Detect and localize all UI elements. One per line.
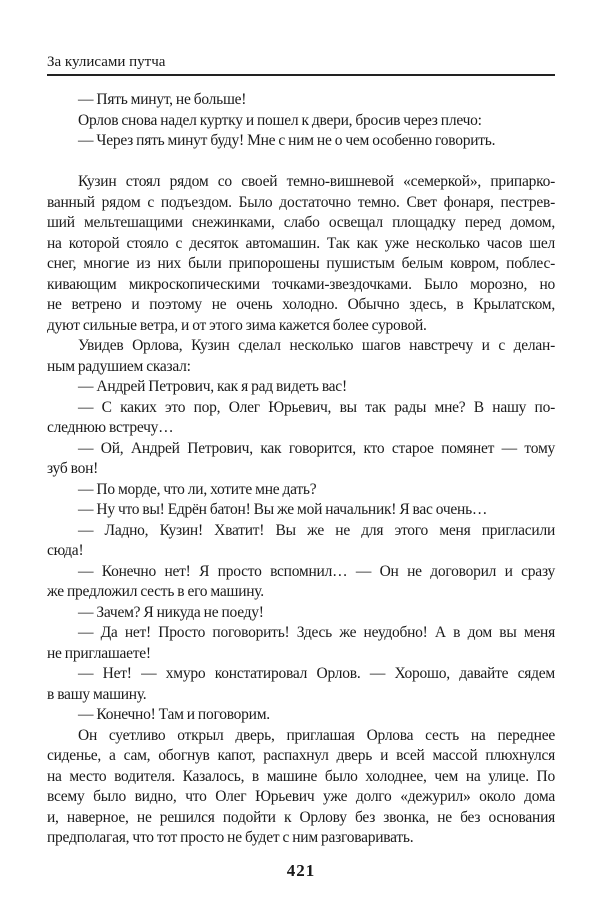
text-line: ший мельтешащими снежинками, слабо освещал площадку перед домом, xyxy=(47,214,555,231)
text-line: кивающим микроскопическими точками-звездочками. Было морозно, но xyxy=(47,275,555,293)
text-line: в вашу машину. xyxy=(47,685,147,703)
paragraph xyxy=(47,562,555,603)
paragraph xyxy=(47,172,555,336)
paragraph xyxy=(47,111,555,132)
text-line: Кузин стоял рядом со своей темно-вишневой «семеркой», припарко- xyxy=(78,173,555,190)
text-line: всему было видно, что Олег Юрьевич уже долго «дежурил» около дома xyxy=(47,788,555,805)
text-line: дуют сильные ветра, и от этого зима кажется более суровой. xyxy=(47,316,427,334)
text-line: — Да нет! Просто поговорить! Здесь же неудобно! А в дом вы меня xyxy=(78,624,555,641)
paragraph xyxy=(47,377,555,398)
paragraph xyxy=(47,500,555,521)
paragraph xyxy=(47,90,555,111)
running-head: За кулисами путча xyxy=(47,54,166,70)
paragraph xyxy=(47,336,555,377)
text-line: — Андрей Петрович, как я рад видеть вас! xyxy=(78,378,347,395)
body-text xyxy=(47,90,555,849)
text-line: снег, многие из них были припорошены пушистым белым ковром, поблес- xyxy=(47,255,555,272)
text-line: сиденье, а сам, обогнув капот, распахнул дверь и всей массой плюхнулся xyxy=(47,747,555,764)
text-line: — Ой, Андрей Петрович, как говорится, кто старое помянет — тому xyxy=(78,439,555,457)
text-line: — Пять минут, не больше! xyxy=(78,91,247,108)
text-line: — По морде, что ли, хотите мне дать? xyxy=(78,480,317,498)
text-line: — Через пять минут буду! Мне с ним не о чем особенно говорить. xyxy=(78,132,496,149)
text-line: — Конечно! Там и поговорим. xyxy=(78,706,270,723)
text-line: Увидев Орлова, Кузин сделал несколько шагов навстречу и с делан- xyxy=(78,337,555,354)
text-line: — Конечно нет! Я просто вспомнил… — Он не договорил и сразу xyxy=(78,562,555,580)
text-line: — Ладно, Кузин! Хватит! Вы же не для этого меня пригласили xyxy=(78,521,555,539)
text-line: на место водителя. Казалось, в машине было холоднее, чем на улице. По xyxy=(47,767,555,785)
header-rule xyxy=(47,74,555,76)
text-line: не ветрено и поэтому не очень холодно. Обычно здесь, в Крылатском, xyxy=(47,296,555,313)
text-line: — Нет! — хмуро констатировал Орлов. — Хорошо, давайте сядем xyxy=(78,665,555,682)
text-line: не приглашаете! xyxy=(47,644,151,662)
paragraph xyxy=(47,664,555,705)
paragraph xyxy=(47,726,555,849)
paragraph xyxy=(47,131,555,152)
paragraph xyxy=(47,398,555,439)
text-line: и, наверное, не решился подойти к Орлову без звонка, не без основания xyxy=(47,808,555,826)
text-line: — Ну что вы! Едрён батон! Вы же мой начальник! Я вас очень… xyxy=(78,501,488,518)
text-line: ным радушием сказал: xyxy=(47,357,191,375)
text-line: ванный рядом с подъездом. Было достаточно темно. Свет фонаря, пестрев- xyxy=(47,193,555,211)
paragraph xyxy=(47,439,555,480)
text-line: Орлов снова надел куртку и пошел к двери, бросив через плечо: xyxy=(78,111,482,129)
paragraph-gap xyxy=(47,152,555,173)
paragraph xyxy=(47,480,555,501)
paragraph xyxy=(47,623,555,664)
text-line: предполагая, что тот просто не будет с ним разговаривать. xyxy=(47,829,414,846)
text-line: Он суетливо открыл дверь, приглашая Орлова сесть на переднее xyxy=(78,726,555,744)
text-line: зуб вон! xyxy=(47,460,99,477)
text-line: — С каких это пор, Олег Юрьевич, вы так рады мне? В нашу по- xyxy=(78,398,555,416)
paragraph xyxy=(47,705,555,726)
text-line: же предложил сесть в его машину. xyxy=(47,583,264,600)
page-flow xyxy=(47,90,555,881)
paragraph xyxy=(47,521,555,562)
text-line: — Зачем? Я никуда не поеду! xyxy=(78,603,264,621)
paragraph xyxy=(47,603,555,624)
text-line: сюда! xyxy=(47,542,84,559)
page-number: 421 xyxy=(286,860,316,880)
text-line: на которой стояло с десяток автомашин. Так как уже несколько часов шел xyxy=(47,234,555,252)
text-line: следнюю встречу… xyxy=(47,419,174,436)
